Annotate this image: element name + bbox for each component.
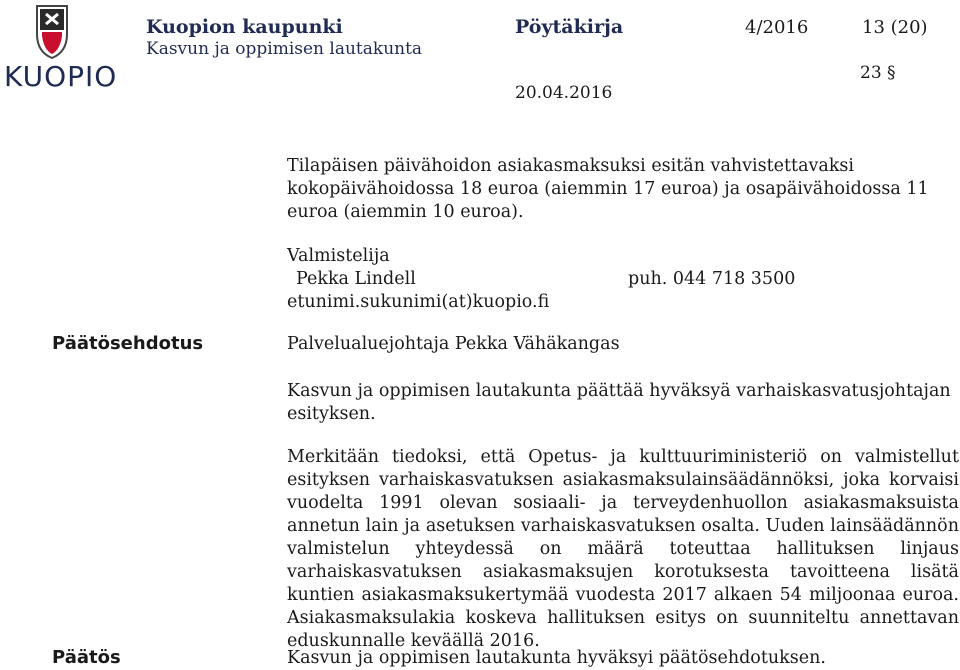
board-name: Kasvun ja oppimisen lautakunta [146,39,423,59]
proposal-by: Palvelualuejohtaja Pekka Vähäkangas [287,334,620,354]
preparer-phone: puh. 044 718 3500 [628,269,796,289]
document-number: 4/2016 [745,17,809,38]
section-number: 23 § [860,63,896,83]
kuopio-logo [2,2,118,98]
organization-name: Kuopion kaupunki [146,16,343,38]
preparer-email: etunimi.sukunimi(at)kuopio.fi [287,292,550,312]
preparer-label: Valmistelija [287,246,390,266]
note-paragraph: Merkitään tiedoksi, että Opetus- ja kulttuuriministeriö on valmistellut esityksen varhaiskasvatuksen asiakasmaksulainsäädännöksi, joka korvaisi vuodelta 1991 olevan sosiaali- ja terveydenhuollon asiakasmaksuista annetun lain ja asetuksen varhaiskasvatuksen osalta. Uuden lainsäädännön valmistelun yhteydessä on määrä toteuttaa hallituksen linjaus varhaiskasvatuksen asiakasmaksujen korotuksesta tavoitteena lisätä kuntien asiakasmaksukertymää vuodesta 2017 alkaen 54 miljoonaa euroa. Asiakasmaksulakia koskeva hallituksen esitys on suunniteltu annettavan eduskunnalle keväällä 2016. [287,447,959,651]
preparer-name: Pekka Lindell [296,269,416,289]
meeting-date: 20.04.2016 [515,83,613,103]
fee-paragraph: Tilapäisen päivähoidon asiakasmaksuksi esitän vahvistettavaksi kokopäivähoidossa 18 euroa (aiemmin 17 euroa) ja osapäivähoidossa 11 euroa (aiemmin 10 euroa). [287,156,929,222]
proposal-label: Päätösehdotus [52,333,204,354]
decision-text: Kasvun ja oppimisen lautakunta hyväksyi päätösehdotuksen. [287,648,826,668]
proposal-text: Kasvun ja oppimisen lautakunta päättää hyväksyä varhaiskasvatusjohtajan esityksen. [287,381,951,424]
logo-wordmark: KUOPIO [4,60,118,93]
coat-of-arms-icon [2,2,102,62]
page-number: 13 (20) [862,17,928,38]
document-type: Pöytäkirja [515,16,624,38]
decision-label: Päätös [52,647,121,668]
